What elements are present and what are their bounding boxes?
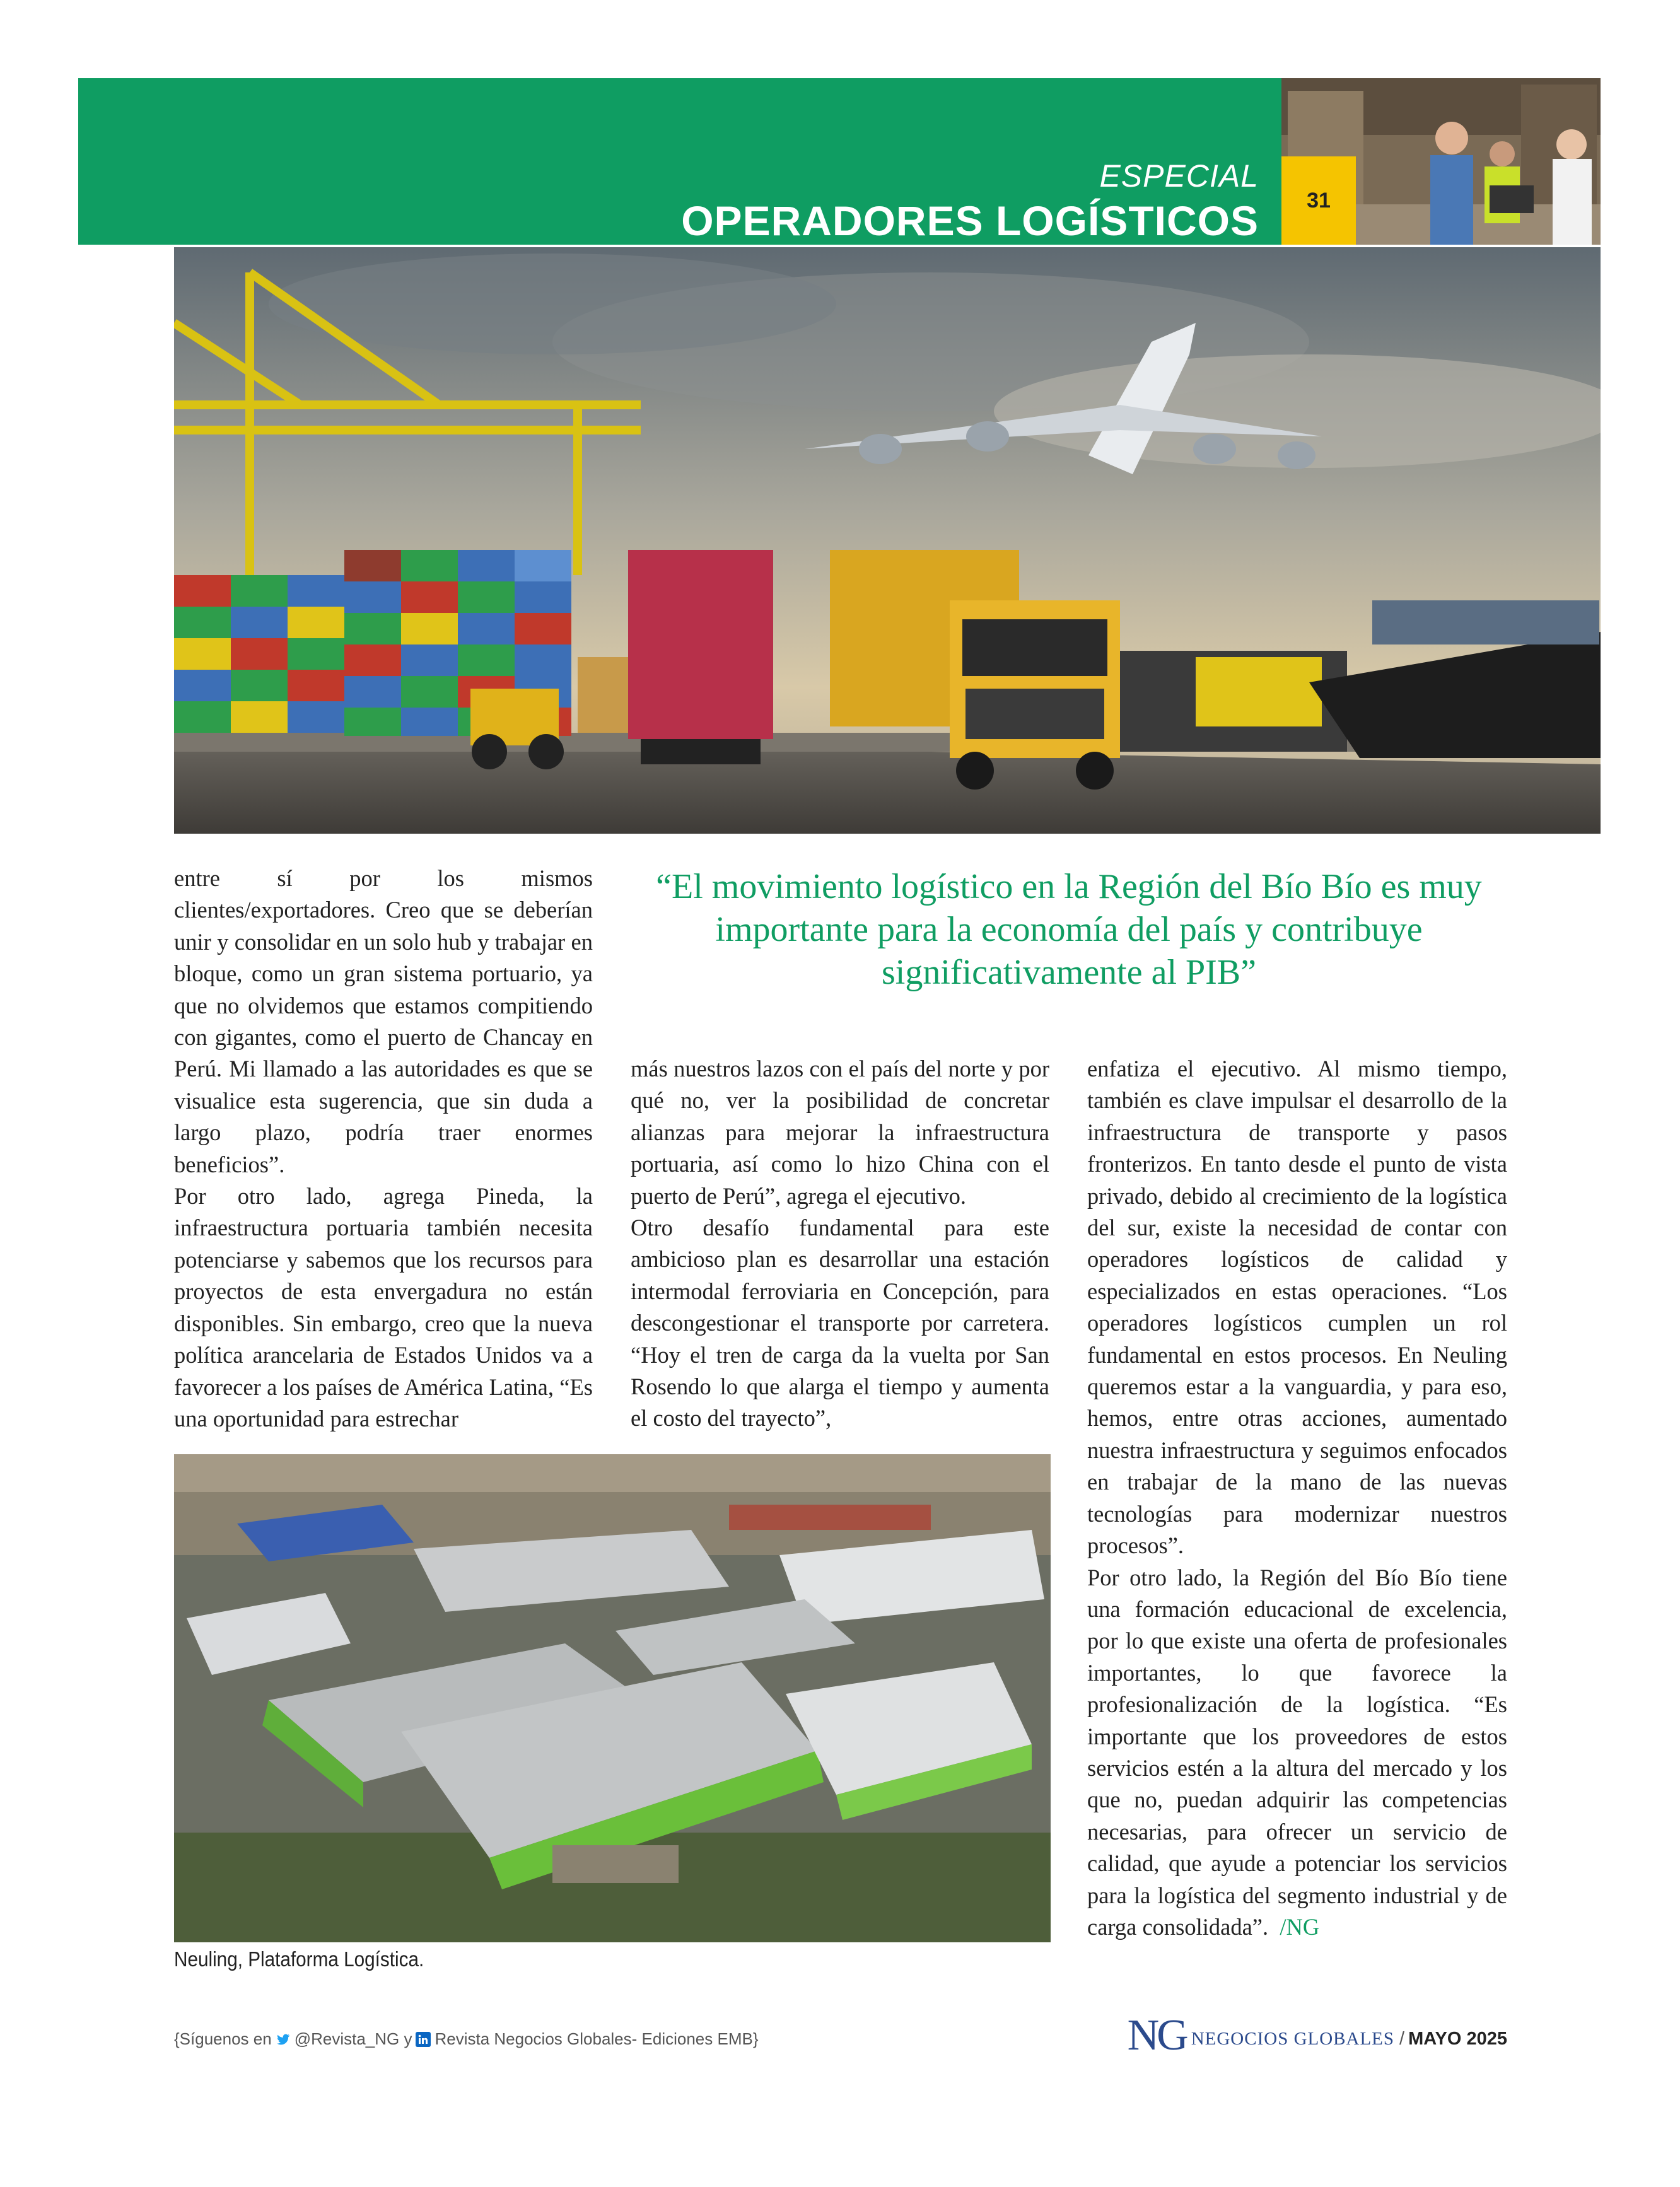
ng-logo: NG <box>1127 2011 1186 2060</box>
footer-brand <box>1127 2011 1507 2060</box>
footer-social <box>174 2029 759 2049</box>
twitter-icon <box>276 2032 291 2047</box>
section-title: OPERADORES LOGÍSTICOS <box>681 197 1259 244</box>
article-column-1 <box>174 863 593 1435</box>
paragraph-text: Por otro lado, la Región del Bío Bío tiene una formación educacional de excelencia, por lo que existe una oferta de profesionales importantes, lo que favorece la profesionalización de la logística. “Es importante que los proveedores de estos servicios estén a la altura del mercado y los que no, puedan adquirir las competencias necesarias, para ofrecer un servicio de calidad, que ayude a potenciar los servicios para la logística del segmento industrial y de carga consolidada”. <box>1087 1564 1507 1940</box>
twitter-handle: @Revista_NG y <box>294 2029 412 2048</box>
hero-logistics-image <box>174 247 1601 834</box>
article-column-3 <box>1087 1053 1507 1943</box>
paragraph: Otro desafío fundamental para este ambicioso plan es desarrollar una estación intermodal ferroviaria en Concepción, para descongestionar el transporte por carretera. “Hoy el tren de carga da la vuelta por San Rosendo lo que alarga el tiempo y aumenta el costo del trayecto”, <box>631 1215 1049 1432</box>
linkedin-page: Revista Negocios Globales- Ediciones EMB} <box>435 2029 759 2048</box>
issue-date: MAYO 2025 <box>1408 2029 1507 2049</box>
article-column-2 <box>631 1053 1049 1435</box>
paragraph: más nuestros lazos con el país del norte y por qué no, ver la posibilidad de concretar alianzas para mejorar la infraestructura portuaria, así como lo hizo China con el puerto de Perú”, agrega el ejecutivo. <box>631 1056 1049 1209</box>
social-prefix: {Síguenos en <box>174 2029 272 2048</box>
photo-caption: Neuling, Plataforma Logística. <box>174 1947 424 1971</box>
article-signature: /NG <box>1280 1913 1320 1940</box>
paragraph: entre sí por los mismos clientes/exportadores. Creo que se deberían unir y consolidar en un solo hub y trabajar en bloque, como un gran sistema portuario, ya que no olvidemos que estamos compitiendo con gigantes, como el puerto de Chancay en Perú. Mi llamado a las autoridades es que se visualice esta sugerencia, que sin duda a largo plazo, podría traer enormes beneficios”. <box>174 865 593 1177</box>
brand-name: NEGOCIOS GLOBALES <box>1191 2029 1395 2049</box>
aerial-warehouse-photo <box>174 1454 1051 1942</box>
pull-quote: “El movimiento logístico en la Región del Bío Bío es muy importante para la economía del país y contribuye significativamente al PIB” <box>656 867 1482 992</box>
linkedin-icon <box>416 2032 431 2047</box>
footer-separator: / <box>1399 2029 1405 2049</box>
paragraph <box>1087 1562 1507 1944</box>
paragraph: enfatiza el ejecutivo. Al mismo tiempo, también es clave impulsar el desarrollo de la infraestructura de transporte y pasos fronterizos. En tanto desde el punto de vista privado, debido al crecimiento de la logística del sur, existe la necesidad de contar con operadores logísticos de calidad y especializados en estas operaciones. “Los operadores logísticos cumplen un rol fundamental en estos procesos. En Neuling queremos estar a la vanguardia, y para eso, hemos, entre otras acciones, aumentado nuestra infraestructura y seguimos enfocados en trabajar de la mano de las nuevas tecnologías para modernizar nuestros procesos”. <box>1087 1056 1507 1559</box>
page-number: 31 <box>1281 156 1356 245</box>
section-kicker: ESPECIAL <box>1099 158 1259 194</box>
paragraph: Por otro lado, agrega Pineda, la infraestructura portuaria también necesita potenciarse y sabemos que los recursos para proyectos de esta envergadura no están disponibles. Sin embargo, creo que la nueva política arancelaria de Estados Unidos va a favorecer a los países de América Latina, “Es una oportunidad para estrechar <box>174 1183 593 1432</box>
